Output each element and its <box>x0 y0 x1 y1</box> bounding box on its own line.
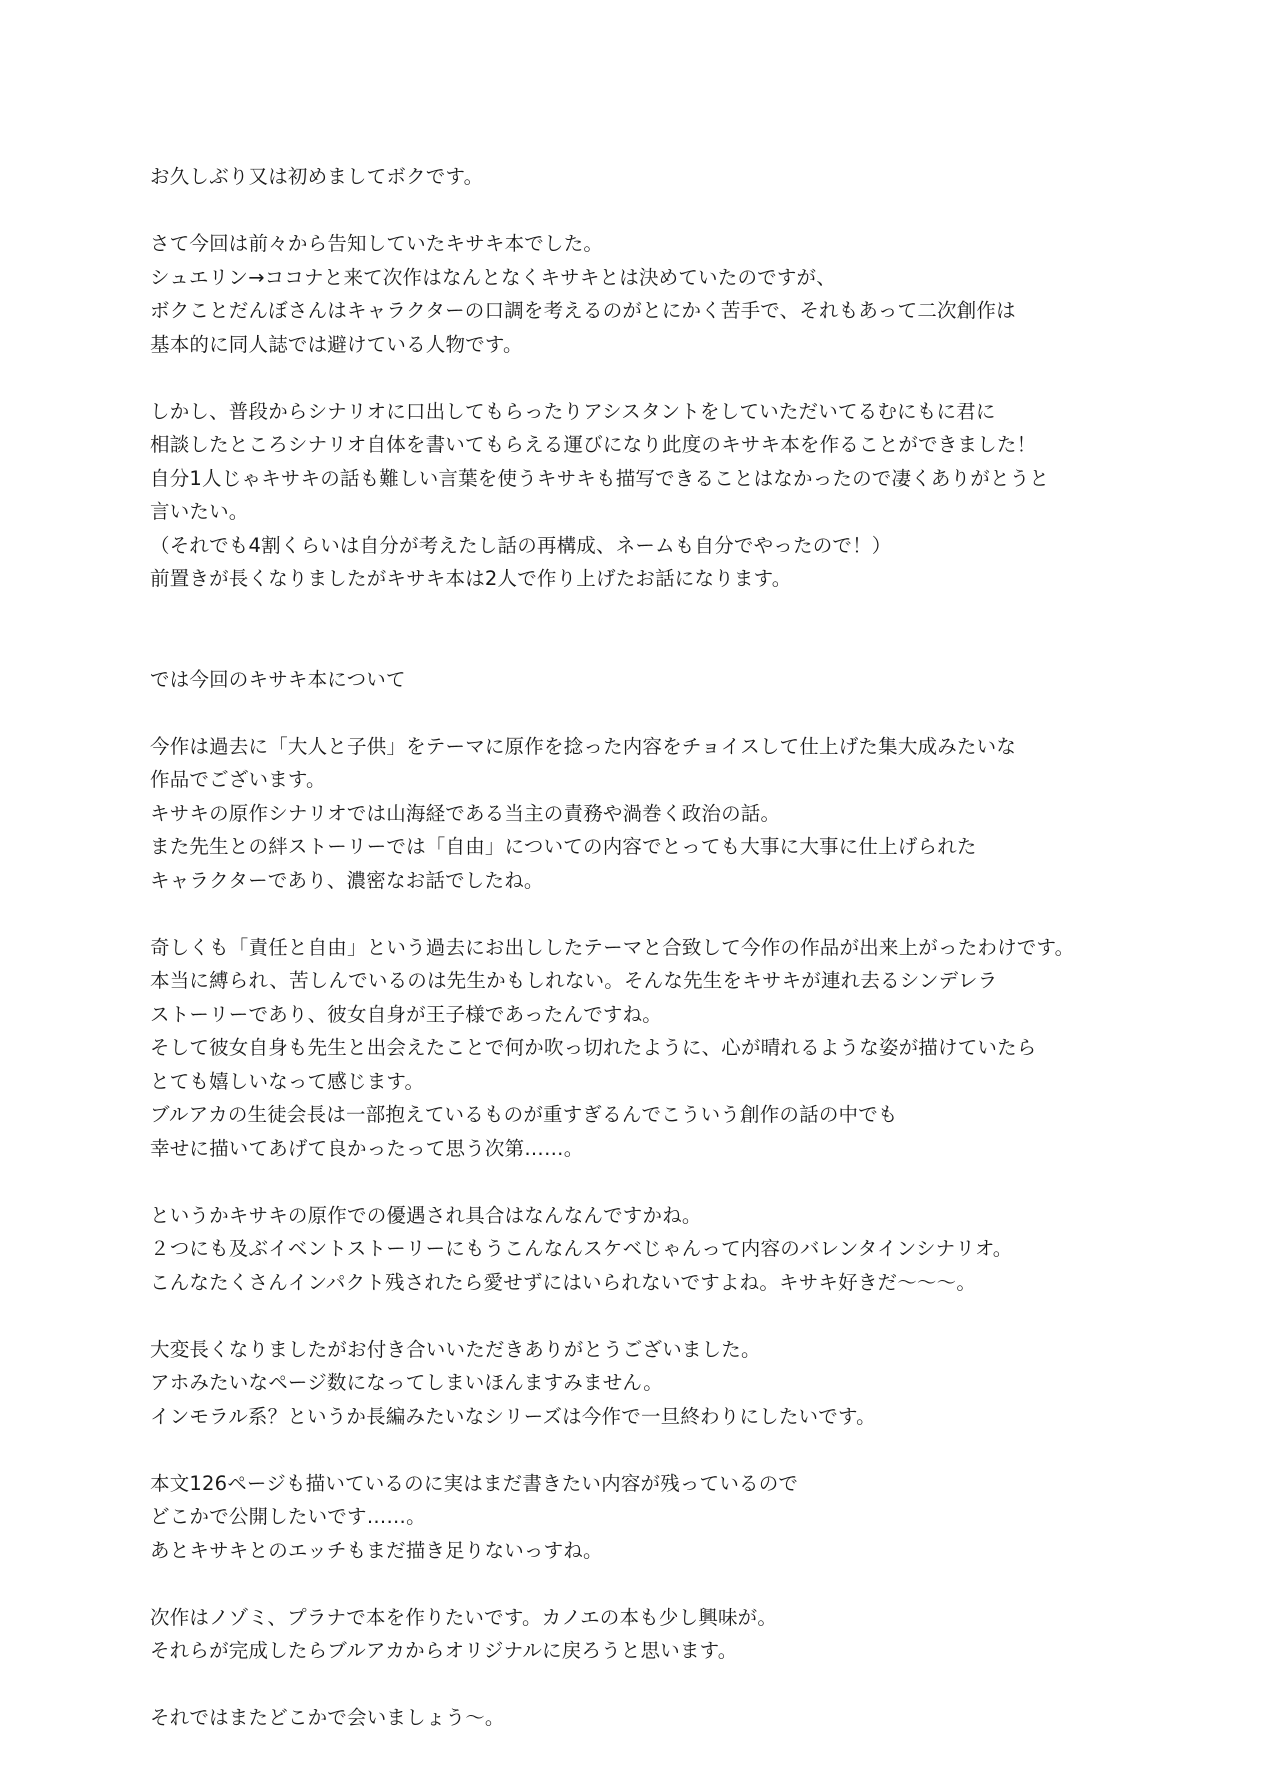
paragraph-intro <box>150 227 1160 361</box>
paragraph-farewell <box>150 1701 1160 1735</box>
text-line: どこかで公開したいです……。 <box>150 1505 426 1528</box>
text-line: 前置きが長くなりましたがキサキ本は2人で作り上げたお話になります。 <box>150 567 792 590</box>
paragraph-source-material <box>150 1199 1160 1300</box>
text-line: 本当に縛られ、苦しんでいるのは先生かもしれない。そんな先生をキサキが連れ去るシンデレラ <box>150 969 998 992</box>
text-line: また先生との絆ストーリーでは「自由」についての内容でとっても大事に大事に仕上げられた <box>150 835 977 858</box>
text-line: では今回のキサキ本について <box>150 667 406 691</box>
paragraph-page-count <box>150 1467 1160 1568</box>
text-line: シュエリン→ココナと来て次作はなんとなくキサキとは決めていたのですが、 <box>150 265 836 289</box>
paragraph-section-heading <box>150 663 1160 697</box>
text-line: しかし、普段からシナリオに口出してもらったりアシスタントをしていただいてるむにもに君に <box>150 399 996 423</box>
text-line: ストーリーであり、彼女自身が王子様であったんですね。 <box>150 1002 663 1026</box>
text-line: とても嬉しいなって感じます。 <box>150 1069 425 1093</box>
afterword-text <box>150 160 1160 1768</box>
text-line: それらが完成したらブルアカからオリジナルに戻ろうと思います。 <box>150 1639 738 1662</box>
text-line: キサキの原作シナリオでは山海経である当主の責務や渦巻く政治の話。 <box>150 801 781 825</box>
paragraph-collaboration <box>150 395 1160 596</box>
text-line: 次作はノゾミ、プラナで本を作りたいです。カノエの本も少し興味が。 <box>150 1605 778 1629</box>
text-line: インモラル系？というか長編みたいなシリーズは今作で一旦終わりにしたいです。 <box>150 1404 876 1428</box>
text-line: 言いたい。 <box>150 500 249 523</box>
text-line: 基本的に同人誌では避けている人物です。 <box>150 332 523 356</box>
text-line: あとキサキとのエッチもまだ描き足りないっすね。 <box>150 1538 603 1562</box>
text-line: こんなたくさんインパクト残されたら愛せずにはいられないですよね。キサキ好きだ～～～。 <box>150 1270 977 1294</box>
text-line: 作品でございます。 <box>150 768 326 791</box>
text-line: 幸せに描いてあげて良かったって思う次第……。 <box>150 1136 584 1160</box>
text-line: ２つにも及ぶイベントストーリーにもうこんなんスケベじゃんって内容のバレンタインシナリオ。 <box>150 1237 1013 1260</box>
text-line: それではまたどこかで会いましょう～。 <box>150 1706 505 1729</box>
paragraph-story <box>150 931 1160 1166</box>
text-line: 本文126ページも描いているのに実はまだ書きたい内容が残っているので <box>150 1471 799 1495</box>
paragraph-greeting <box>150 160 1160 194</box>
text-line: さて今回は前々から告知していたキサキ本でした。 <box>150 232 604 255</box>
text-line: 奇しくも「責任と自由」という過去にお出ししたテーマと合致して今作の作品が出来上がったわけです。 <box>150 935 1075 959</box>
text-line: ブルアカの生徒会長は一部抱えているものが重すぎるんでこういう創作の話の中でも <box>150 1103 898 1126</box>
text-line: アホみたいなページ数になってしまいほんますみません。 <box>150 1371 663 1394</box>
text-line: というかキサキの原作での優遇され具合はなんなんですかね。 <box>150 1203 702 1227</box>
text-line: 今作は過去に「大人と子供」をテーマに原作を捻った内容をチョイスして仕上げた集大成みたいな <box>150 734 1017 758</box>
text-line: 自分1人じゃキサキの話も難しい言葉を使うキサキも描写できることはなかったので凄くありがとうと <box>150 466 1050 490</box>
text-line: そして彼女自身も先生と出会えたことで何か吹っ切れたように、心が晴れるような姿が描けていたら <box>150 1036 1037 1059</box>
text-line: 大変長くなりましたがお付き合いいただきありがとうございました。 <box>150 1337 761 1361</box>
text-line: 相談したところシナリオ自体を書いてもらえる運びになり此度のキサキ本を作ることができました！ <box>150 433 1037 456</box>
text-line: キャラクターであり、濃密なお話でしたね。 <box>150 868 544 892</box>
paragraph-thanks <box>150 1333 1160 1434</box>
text-line: （それでも4割くらいは自分が考えたし話の再構成、ネームも自分でやったので！） <box>150 533 892 557</box>
text-line: お久しぶり又は初めましてボクです。 <box>150 165 484 188</box>
paragraph-theme <box>150 730 1160 898</box>
paragraph-next-work <box>150 1601 1160 1668</box>
text-line: ボクことだんぼさんはキャラクターの口調を考えるのがとにかく苦手で、それもあって二次創作は <box>150 299 1016 322</box>
